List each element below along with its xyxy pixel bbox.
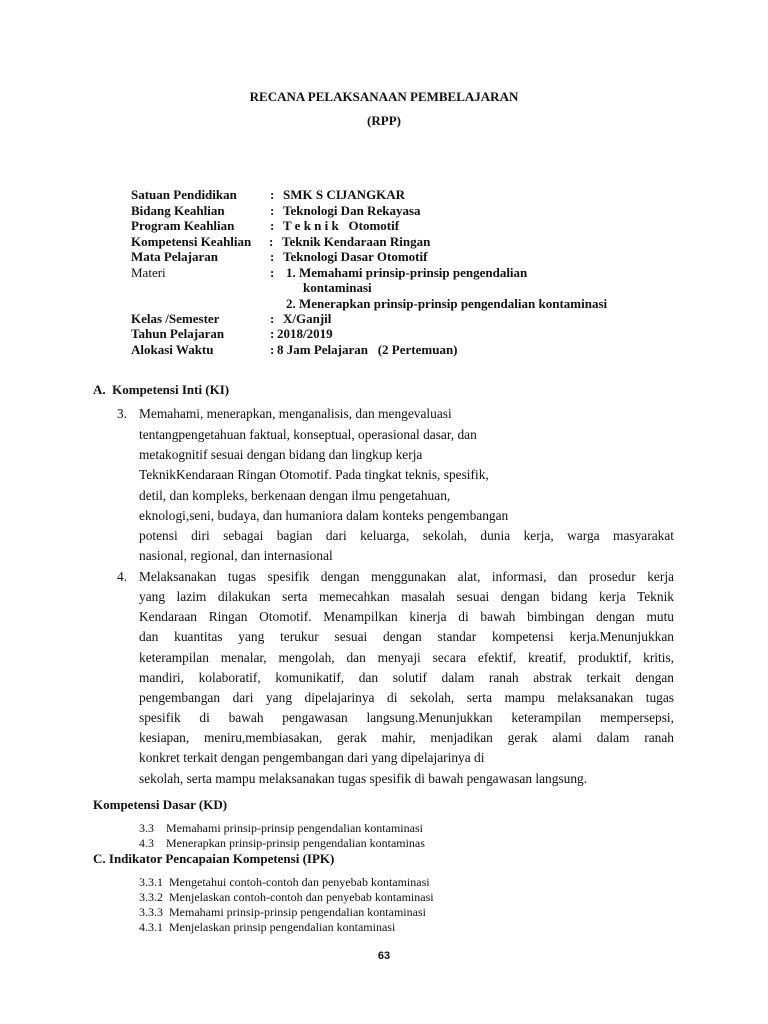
- identity-value: kontaminasi: [303, 280, 372, 295]
- paragraph-line: sekolah, serta mampu melaksanakan tugas spesifik di bawah pengawasan langsung.: [139, 771, 588, 786]
- identity-colon: :: [270, 218, 275, 233]
- identity-label: Kompetensi Keahlian: [131, 234, 252, 249]
- section-heading-ipk: C. Indikator Pencapaian Kompetensi (IPK): [93, 851, 335, 866]
- paragraph-line: TeknikKendaraan Ringan Otomotif. Pada tingkat teknis, spesifik,: [139, 467, 489, 482]
- paragraph-line: pengembangan dari yang dipelajarinya di sekolah, serta mampu melaksanakan tugas: [139, 690, 674, 705]
- list-item: 3.3 Memahami prinsip-prinsip pengendalian kontaminasi: [139, 821, 423, 835]
- identity-colon: :: [270, 342, 275, 357]
- page-number: 63: [377, 950, 391, 962]
- identity-value: 8 Jam Pelajaran (2 Pertemuan): [277, 342, 458, 357]
- paragraph-line: keterampilan menalar, mengolah, dan menyaji secara efektif, kreatif, produktif, kritis,: [139, 650, 674, 665]
- identity-colon: :: [270, 265, 275, 280]
- identity-value: 1. Memahami prinsip-prinsip pengendalian: [286, 265, 528, 280]
- paragraph-line: nasional, regional, dan internasional: [139, 548, 333, 563]
- identity-label: Program Keahlian: [131, 218, 235, 233]
- paragraph-line: yang lazim dilakukan serta memecahkan masalah sesuai dengan bidang kerja Teknik: [139, 589, 674, 604]
- identity-label: Kelas /Semester: [131, 311, 220, 326]
- identity-label: Alokasi Waktu: [131, 342, 214, 357]
- identity-value: T e k n i k Otomotif: [283, 218, 400, 233]
- section-heading-ki: A. Kompetensi Inti (KI): [93, 382, 230, 397]
- document-title: RECANA PELAKSANAAN PEMBELAJARAN: [249, 89, 519, 104]
- identity-value: Teknologi Dan Rekayasa: [283, 203, 421, 218]
- identity-label: Tahun Pelajaran: [131, 326, 225, 341]
- list-number: 3.: [117, 406, 128, 421]
- identity-value: 2018/2019: [277, 326, 333, 341]
- identity-value: Teknik Kendaraan Ringan: [282, 234, 431, 249]
- identity-value: SMK S CIJANGKAR: [283, 187, 406, 202]
- paragraph-line: Melaksanakan tugas spesifik dengan menggunakan alat, informasi, dan prosedur kerja: [139, 569, 674, 584]
- identity-label: Bidang Keahlian: [131, 203, 225, 218]
- paragraph-line: kesiapan, meniru,membiasakan, gerak mahir, menjadikan gerak alami dalam ranah: [139, 730, 674, 745]
- identity-colon: :: [270, 203, 275, 218]
- identity-colon: :: [270, 187, 275, 202]
- paragraph-line: Memahami, menerapkan, menganalisis, dan mengevaluasi: [139, 406, 452, 421]
- paragraph-line: metakognitif sesuai dengan bidang dan lingkup kerja: [139, 447, 423, 462]
- document-subtitle: (RPP): [367, 113, 401, 128]
- paragraph-line: tentangpengetahuan faktual, konseptual, operasional dasar, dan: [139, 427, 477, 442]
- identity-label: Materi: [131, 265, 166, 280]
- paragraph-line: detil, dan kompleks, berkenaan dengan ilmu pengetahuan,: [139, 488, 451, 503]
- identity-value: Teknologi Dasar Otomotif: [283, 249, 428, 264]
- paragraph-line: spesifik di bawah pengawasan langsung.Menunjukkan keterampilan mempersepsi,: [139, 710, 674, 725]
- list-item: 4.3.1 Menjelaskan prinsip pengendalian kontaminasi: [139, 920, 396, 934]
- paragraph-line: dan kuantitas yang terukur sesuai dengan standar kompetensi kerja.Menunjukkan: [139, 629, 674, 644]
- paragraph-line: konkret terkait dengan pengembangan dari yang dipelajarinya di: [139, 750, 485, 765]
- list-item: 3.3.2 Menjelaskan contoh-contoh dan penyebab kontaminasi: [139, 890, 434, 904]
- identity-colon: :: [270, 311, 275, 326]
- paragraph-line: mandiri, kolaboratif, komunikatif, dan solutif dalam ranah abstrak terkait dengan: [139, 670, 674, 685]
- paragraph-line: eknologi,seni, budaya, dan humaniora dalam konteks pengembangan: [139, 508, 509, 523]
- paragraph-line: Kendaraan Ringan Otomotif. Menampilkan kinerja di bawah bimbingan dengan mutu: [139, 609, 674, 624]
- paragraph-line: potensi diri sebagai bagian dari keluarga, sekolah, dunia kerja, warga masyarakat: [139, 528, 674, 543]
- list-item: 4.3 Menerapkan prinsip-prinsip pengendalian kontaminas: [139, 836, 425, 850]
- identity-label: Mata Pelajaran: [131, 249, 219, 264]
- section-heading-kd: Kompetensi Dasar (KD): [93, 797, 228, 812]
- list-item: 3.3.1 Mengetahui contoh-contoh dan penyebab kontaminasi: [139, 875, 430, 889]
- identity-colon: :: [270, 249, 275, 264]
- list-item: 3.3.3 Memahami prinsip-prinsip pengendalian kontaminasi: [139, 905, 426, 919]
- identity-colon: :: [269, 234, 274, 249]
- identity-value: 2. Menerapkan prinsip-prinsip pengendalian kontaminasi: [286, 296, 608, 311]
- identity-value: X/Ganjil: [283, 311, 332, 326]
- identity-colon: :: [270, 326, 275, 341]
- list-number: 4.: [117, 569, 128, 584]
- identity-label: Satuan Pendidikan: [131, 187, 237, 202]
